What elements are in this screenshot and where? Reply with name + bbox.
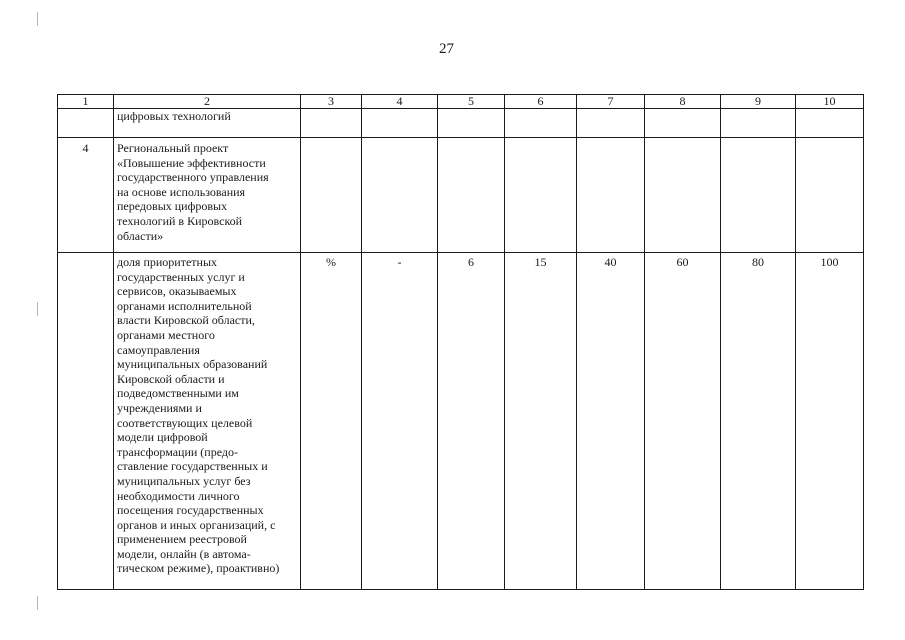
text-line: модели, онлайн (в автома-: [117, 546, 251, 561]
text-line: необходимости личного: [117, 488, 240, 503]
text-line: посещения государственных: [117, 503, 264, 518]
value-cell: 6: [438, 253, 505, 590]
column-header: 4: [362, 95, 438, 109]
table-cell: [721, 138, 796, 253]
project-title: [114, 138, 301, 253]
scan-artifact: [37, 302, 38, 316]
column-header: 7: [577, 95, 645, 109]
text-line: применением реестровой: [117, 532, 247, 547]
text-line: доля приоритетных: [117, 255, 218, 269]
table-cell: [505, 109, 577, 138]
table-cell: [301, 138, 362, 253]
value-cell: 40: [577, 253, 645, 590]
value-cell: 60: [645, 253, 721, 590]
table-cell: [58, 253, 114, 590]
table-cell: [438, 109, 505, 138]
text-line: сервисов, оказываемых: [117, 284, 237, 299]
text-line: на основе использования: [117, 184, 246, 199]
table-cell: [796, 138, 864, 253]
table-row: [58, 109, 864, 138]
text-line: «Повышение эффективности: [117, 155, 266, 170]
column-header: 1: [58, 95, 114, 109]
text-line: тическом режиме), проактивно): [117, 561, 280, 576]
column-header: 5: [438, 95, 505, 109]
table-cell: [645, 109, 721, 138]
value-cell: 15: [505, 253, 577, 590]
base-value-cell: -: [362, 253, 438, 590]
table-cell: [645, 138, 721, 253]
table-cell: [58, 109, 114, 138]
text-line: органов и иных организаций, с: [117, 517, 276, 532]
table-cell: [301, 109, 362, 138]
table-cell: [577, 138, 645, 253]
text-line: передовых цифровых: [117, 199, 228, 214]
table-row: [58, 138, 864, 253]
text-line: муниципальных услуг без: [117, 473, 251, 488]
page-number: 27: [439, 41, 454, 57]
value-cell: 80: [721, 253, 796, 590]
text-line: технологий в Кировской: [117, 213, 243, 228]
continuation-text: цифровых технологий: [114, 109, 301, 138]
column-header: 10: [796, 95, 864, 109]
table-cell: [577, 109, 645, 138]
value-cell: 100: [796, 253, 864, 590]
text-line: трансформации (предо-: [117, 444, 238, 459]
text-line: власти Кировской области,: [117, 313, 255, 328]
table-cell: [438, 138, 505, 253]
indicator-description: [114, 253, 301, 590]
table-cell: [362, 109, 438, 138]
column-header: 6: [505, 95, 577, 109]
text-line: соответствующих целевой: [117, 415, 253, 430]
column-header: 3: [301, 95, 362, 109]
text-line: области»: [117, 228, 164, 243]
table-row: [58, 253, 864, 590]
text-line: Региональный проект: [117, 141, 229, 155]
text-line: органами местного: [117, 327, 215, 342]
text-line: самоуправления: [117, 342, 200, 357]
text-line: ставление государственных и: [117, 459, 268, 474]
text-line: подведомственными им: [117, 386, 239, 401]
unit-cell: %: [301, 253, 362, 590]
text-line: учреждениями и: [117, 400, 202, 415]
text-line: муниципальных образований: [117, 357, 268, 372]
scan-artifact: [37, 596, 38, 610]
column-header: 8: [645, 95, 721, 109]
row-number: 4: [58, 138, 114, 253]
text-line: государственных услуг и: [117, 269, 245, 284]
table-cell: [796, 109, 864, 138]
text-line: государственного управления: [117, 170, 269, 185]
table-cell: [505, 138, 577, 253]
scan-artifact: [37, 12, 38, 26]
indicators-table: [57, 94, 864, 590]
table-header-row: [58, 95, 864, 109]
column-header: 9: [721, 95, 796, 109]
table-cell: [362, 138, 438, 253]
column-header: 2: [114, 95, 301, 109]
text-line: органами исполнительной: [117, 298, 252, 313]
text-line: модели цифровой: [117, 430, 208, 445]
table-cell: [721, 109, 796, 138]
text-line: Кировской области и: [117, 371, 225, 386]
